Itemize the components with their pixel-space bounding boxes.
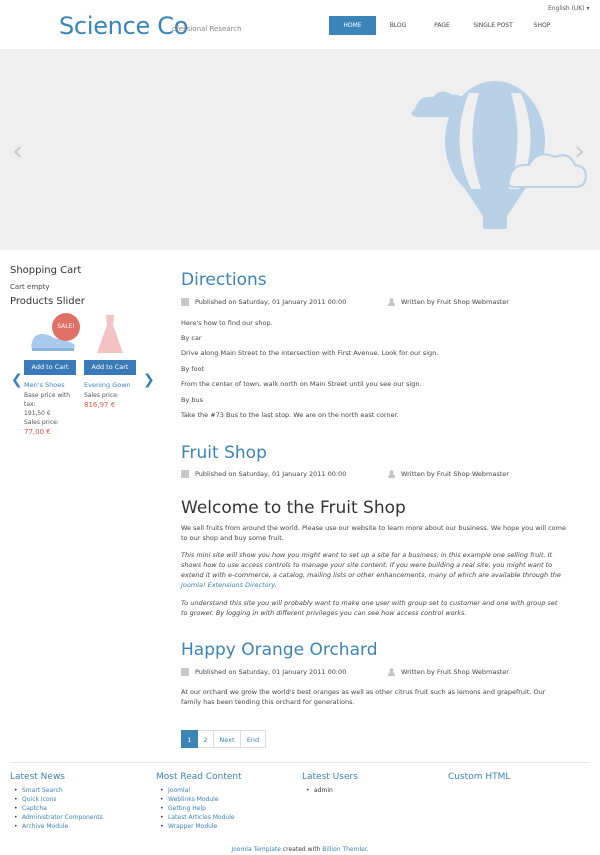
calendar-icon (181, 298, 189, 306)
footer-divider (10, 762, 590, 763)
footer-most-read-title: Most Read Content (156, 772, 242, 782)
author-name: Written by Fruit Shop Webmaster (401, 298, 509, 306)
most-read-list (160, 786, 235, 831)
next-page-link[interactable]: Next (214, 730, 241, 748)
article-published (181, 668, 346, 676)
published-date: Published on Saturday, 01 January 2011 00:00 (195, 668, 347, 676)
product-name[interactable]: Evening Gown (84, 381, 131, 389)
list-item: • admin (306, 786, 333, 795)
article-title[interactable]: Directions (181, 270, 267, 290)
calendar-icon (181, 668, 189, 676)
extensions-directory-link[interactable]: Joomla! Extensions Directory (181, 581, 275, 589)
site-tagline: ofessional Research (172, 25, 242, 33)
nav-item-shop[interactable]: SHOP (533, 22, 551, 29)
article-author (388, 470, 509, 478)
sales-price-label: Sales price: (84, 392, 119, 399)
base-price-label: Base price with tax: (24, 392, 71, 408)
cart-status: Cart empty (10, 283, 50, 291)
footer-custom-html-title: Custom HTML (448, 772, 511, 782)
author-name: Written by Fruit Shop Webmaster (401, 470, 509, 478)
footer-credit: Joomla Template created with Billion Themler. (231, 846, 369, 853)
site-logo[interactable]: Science Co (59, 12, 189, 40)
article-text: We sell fruits from around the world. Please use our website to learn more about our business. We hope you will come to our shop and buy some fruit. (181, 524, 566, 542)
base-price: 191,50 € (24, 410, 51, 417)
user-icon (388, 298, 395, 306)
article-title[interactable]: Fruit Shop (181, 443, 267, 463)
calendar-icon (181, 470, 189, 478)
list-item: • Getting Help (160, 804, 235, 813)
billion-themler-link[interactable]: Billion Themler (322, 846, 367, 853)
language-selector[interactable] (548, 5, 590, 12)
list-item: • Quick Icons (14, 795, 103, 804)
add-to-cart-button[interactable]: Add to Cart (24, 360, 76, 375)
user-icon (388, 470, 395, 478)
latest-users-list (306, 786, 333, 795)
main-nav (329, 16, 562, 35)
slider-left-arrow[interactable]: ❮ (11, 372, 23, 388)
author-name: Written by Fruit Shop Webmaster (401, 668, 509, 676)
joomla-template-link[interactable]: Joomla Template (231, 846, 281, 853)
article-author (388, 298, 509, 306)
article-text: At our orchard we grow the world's best oranges as well as other citrus fruit such as lemons and grapefruit. Our family has been tending this orchard for generations. (181, 688, 546, 706)
article-text: By car (181, 334, 202, 342)
list-item: • Archive Module (14, 822, 103, 831)
nav-item-home[interactable]: HOME (329, 16, 376, 35)
shopping-cart-title: Shopping Cart (10, 265, 82, 276)
list-item: • Joomla! (160, 786, 235, 795)
article-text: By bus (181, 396, 204, 404)
product-name[interactable]: Men's Shoes (24, 381, 65, 389)
sales-price-label: Sales price: (24, 419, 59, 426)
hero-slider (0, 49, 600, 250)
published-date: Published on Saturday, 01 January 2011 00:00 (195, 470, 347, 478)
article-published (181, 298, 346, 306)
article-published (181, 470, 346, 478)
user-icon (388, 668, 395, 676)
article-author (388, 668, 509, 676)
pagination (181, 730, 266, 748)
article-title[interactable]: Happy Orange Orchard (181, 640, 378, 660)
list-item: • Smart Search (14, 786, 103, 795)
article-heading: Welcome to the Fruit Shop (181, 498, 406, 518)
slider-next-arrow[interactable]: › (574, 134, 586, 167)
page-2-link[interactable]: 2 (198, 730, 214, 748)
product-image-gown[interactable] (90, 313, 130, 355)
footer-latest-news-title: Latest News (10, 772, 65, 782)
caret-down-icon: ▾ (586, 5, 590, 12)
language-label: English (UK) (548, 5, 585, 12)
article-text: From the center of town, walk north on Main Street until you see our sign. (181, 380, 422, 388)
nav-item-single-post[interactable]: SINGLE POST (473, 22, 513, 29)
latest-news-list (14, 786, 103, 831)
list-item: • Captcha (14, 804, 103, 813)
products-slider-title: Products Slider (10, 296, 85, 307)
slider-right-arrow[interactable]: ❯ (143, 372, 155, 388)
article-text: Drive along Main Street to the intersection with First Avenue. Look for our sign. (181, 349, 439, 357)
list-item: • Wrapper Module (160, 822, 235, 831)
slider-prev-arrow[interactable]: ‹ (12, 134, 24, 167)
article-text: Take the #73 Bus to the last stop. We are on the north east corner. (181, 411, 399, 419)
article-text: By foot (181, 365, 205, 373)
hot-air-balloon-illustration (405, 79, 590, 229)
last-page-link[interactable]: End (241, 730, 266, 748)
article-text: Here's how to find our shop. (181, 319, 273, 327)
add-to-cart-button[interactable]: Add to Cart (84, 360, 136, 375)
sales-price: 77,00 € (24, 428, 51, 436)
published-date: Published on Saturday, 01 January 2011 00:00 (195, 298, 347, 306)
sales-price: 816,97 € (84, 401, 116, 409)
article-text-italic: This mini site will show you how you might want to set up a site for a business, in this example one selling fruit. It shows how to use access controls to manage your site content. If you were building a real site, you might want to extend it with e-commerce, a catalog, mailing lists or other enhancements, many of which are available through the Joomla! Extensions Directory. (181, 551, 561, 589)
list-item: • Weblinks Module (160, 795, 235, 804)
sale-badge: SALE! (52, 313, 80, 341)
footer-latest-users-title: Latest Users (302, 772, 358, 782)
page-1-link[interactable]: 1 (181, 730, 198, 748)
list-item: • Latest Articles Module (160, 813, 235, 822)
nav-item-page[interactable]: PAGE (434, 22, 450, 29)
article-text-italic: To understand this site you will probably want to make one user with group set to customer and one with group set to grower. By logging in with different privileges you can see how access control works. (181, 599, 558, 617)
list-item: • Administrator Components (14, 813, 103, 822)
nav-item-blog[interactable]: BLOG (389, 22, 407, 29)
